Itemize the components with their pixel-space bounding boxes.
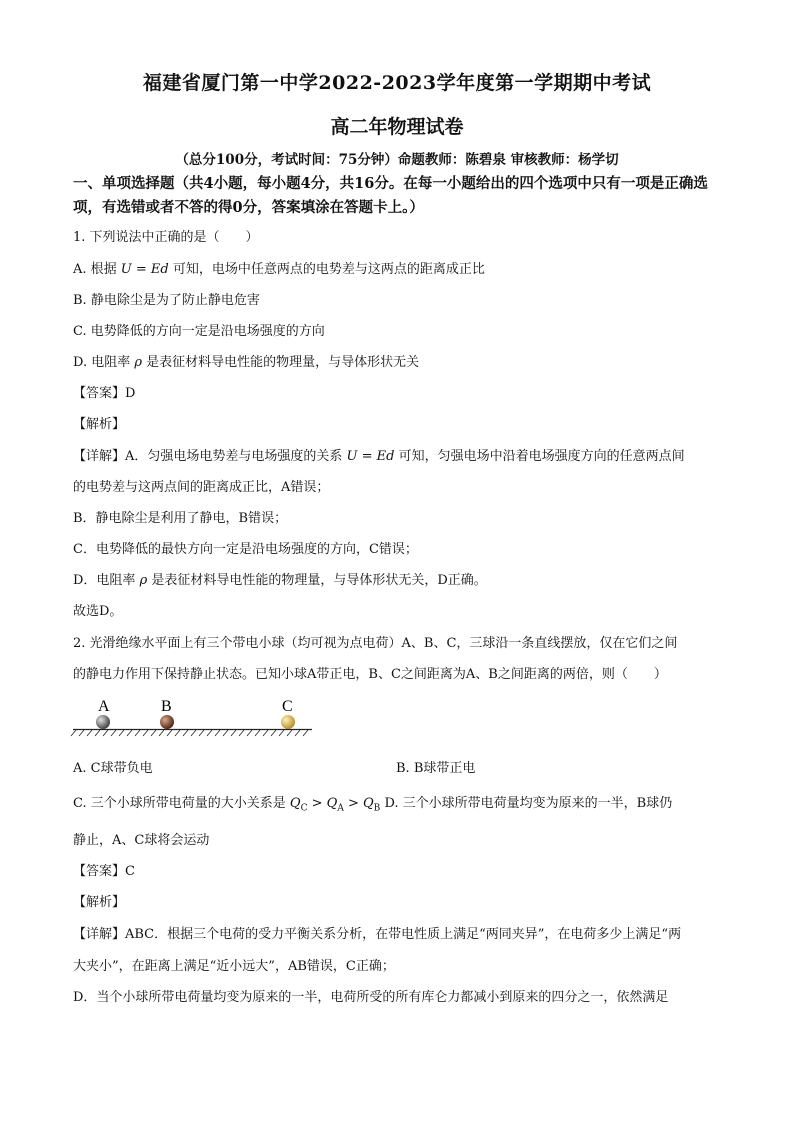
q1-option-a-post: 可知，电场中任意两点的电势差与这两点的距离成正比 [172, 262, 485, 277]
q1-detail-3: B．静电除尘是利用了静电，B错误； [73, 511, 288, 526]
q2-option-a: A. C球带负电 [73, 761, 153, 776]
q2-q-symbol-b: Q [363, 796, 374, 811]
ball-a [96, 715, 110, 729]
q2-sub-b: B [373, 803, 381, 814]
q1-detail-5-pre: D．电阻率 [73, 573, 136, 588]
q1-detail-5 [73, 569, 487, 588]
q2-option-d-inline: D. 三个小球所带电荷量均变为原来的一半，B球仍 [384, 796, 673, 811]
q2-diagram [70, 693, 320, 743]
q2-gt-2: > [347, 796, 359, 811]
q2-analysis-label: 【解析】 [73, 895, 126, 910]
q1-detail-5-symbol: ρ [139, 573, 148, 588]
q2-option-c-d [73, 792, 672, 814]
ground-hatching [71, 730, 308, 736]
q2-sub-a: A [337, 803, 344, 814]
q2-sub-c: C [300, 803, 308, 814]
exam-title: 福建省厦门第一中学2022-2023学年度第一学期期中考试 [142, 72, 652, 94]
diagram-label-b: B [161, 698, 172, 715]
q1-stem: 1. 下列说法中正确的是（ ） [73, 230, 259, 245]
q1-detail-5-post: 是表征材料导电性能的物理量，与导体形状无关，D正确。 [151, 573, 487, 588]
diagram-label-a: A [98, 698, 110, 715]
q1-option-a-pre: A. 根据 [73, 262, 117, 277]
q1-detail-1-post: 可知，匀强电场中沿着电场强度方向的任意两点间 [398, 449, 685, 464]
q2-gt-1: > [311, 796, 323, 811]
q2-option-b: B. B球带正电 [396, 761, 476, 776]
q1-detail-2: 的电势差与这两点间的距离成正比，A错误； [73, 480, 330, 495]
q2-answer: 【答案】C [73, 864, 135, 879]
q1-option-d [73, 351, 419, 370]
q1-detail-1-formula: U = Ed [346, 449, 395, 464]
q1-detail-4: C．电势降低的最快方向一定是沿电场强度的方向，C错误； [73, 542, 418, 557]
exam-subtitle: 高二年物理试卷 [330, 116, 464, 138]
q1-option-d-post: 是表征材料导电性能的物理量，与导体形状无关 [146, 355, 420, 370]
q1-conclusion: 故选D。 [73, 604, 123, 619]
q1-analysis-label: 【解析】 [73, 417, 126, 432]
q1-option-a-formula: U = Ed [120, 262, 169, 277]
q1-detail-1-pre: 【详解】A．匀强电场电势差与电场强度的关系 [73, 449, 343, 464]
q1-option-d-symbol: ρ [134, 355, 143, 370]
exam-info: （总分100分，考试时间：75分钟）命题教师：陈碧泉 审核教师：杨学切 [175, 152, 619, 168]
q2-detail-3: D．当个小球所带电荷量均变为原来的一半，电荷所受的所有库仑力都减小到原来的四分之一，依然满足 [73, 990, 669, 1005]
q1-option-c: C. 电势降低的方向一定是沿电场强度的方向 [73, 324, 325, 339]
q1-option-b: B. 静电除尘是为了防止静电危害 [73, 293, 260, 308]
q2-q-symbol-c: Q [289, 796, 301, 811]
q1-option-a [73, 258, 485, 277]
q2-detail-1: 【详解】ABC．根据三个电荷的受力平衡关系分析，在带电性质上满足“两同夹异”，在电荷多少上满足“两 [73, 927, 682, 942]
section-heading: 一、单项选择题（共4小题，每小题4分，共16分。在每一小题给出的四个选项中只有一项是正确选项，有选错或者不答的得0分，答案填涂在答题卡上。） [73, 175, 708, 216]
ball-b [160, 715, 174, 729]
diagram-label-c: C [282, 698, 293, 715]
q2-stem-1: 2. 光滑绝缘水平面上有三个带电小球（均可视为点电荷）A、B、C，三球沿一条直线摆放，仅在它们之间 [73, 636, 678, 651]
ball-c [281, 715, 295, 729]
q1-option-d-pre: D. 电阻率 [73, 355, 131, 370]
q2-stem-2: 的静电力作用下保持静止状态。已知小球A带正电，B、C之间距离为A、B之间距离的两倍，则（ ） [73, 667, 667, 682]
q2-option-c-pre: C. 三个小球所带电荷量的大小关系是 [73, 796, 286, 811]
q1-answer: 【答案】D [73, 386, 136, 401]
q1-detail-1 [73, 445, 685, 464]
q2-detail-2: 大夹小”，在距离上满足“近小远大”，AB错误，C正确； [73, 959, 395, 974]
q2-option-d-cont: 静止，A、C球将会运动 [73, 833, 210, 848]
q2-q-symbol-a: Q [326, 796, 338, 811]
